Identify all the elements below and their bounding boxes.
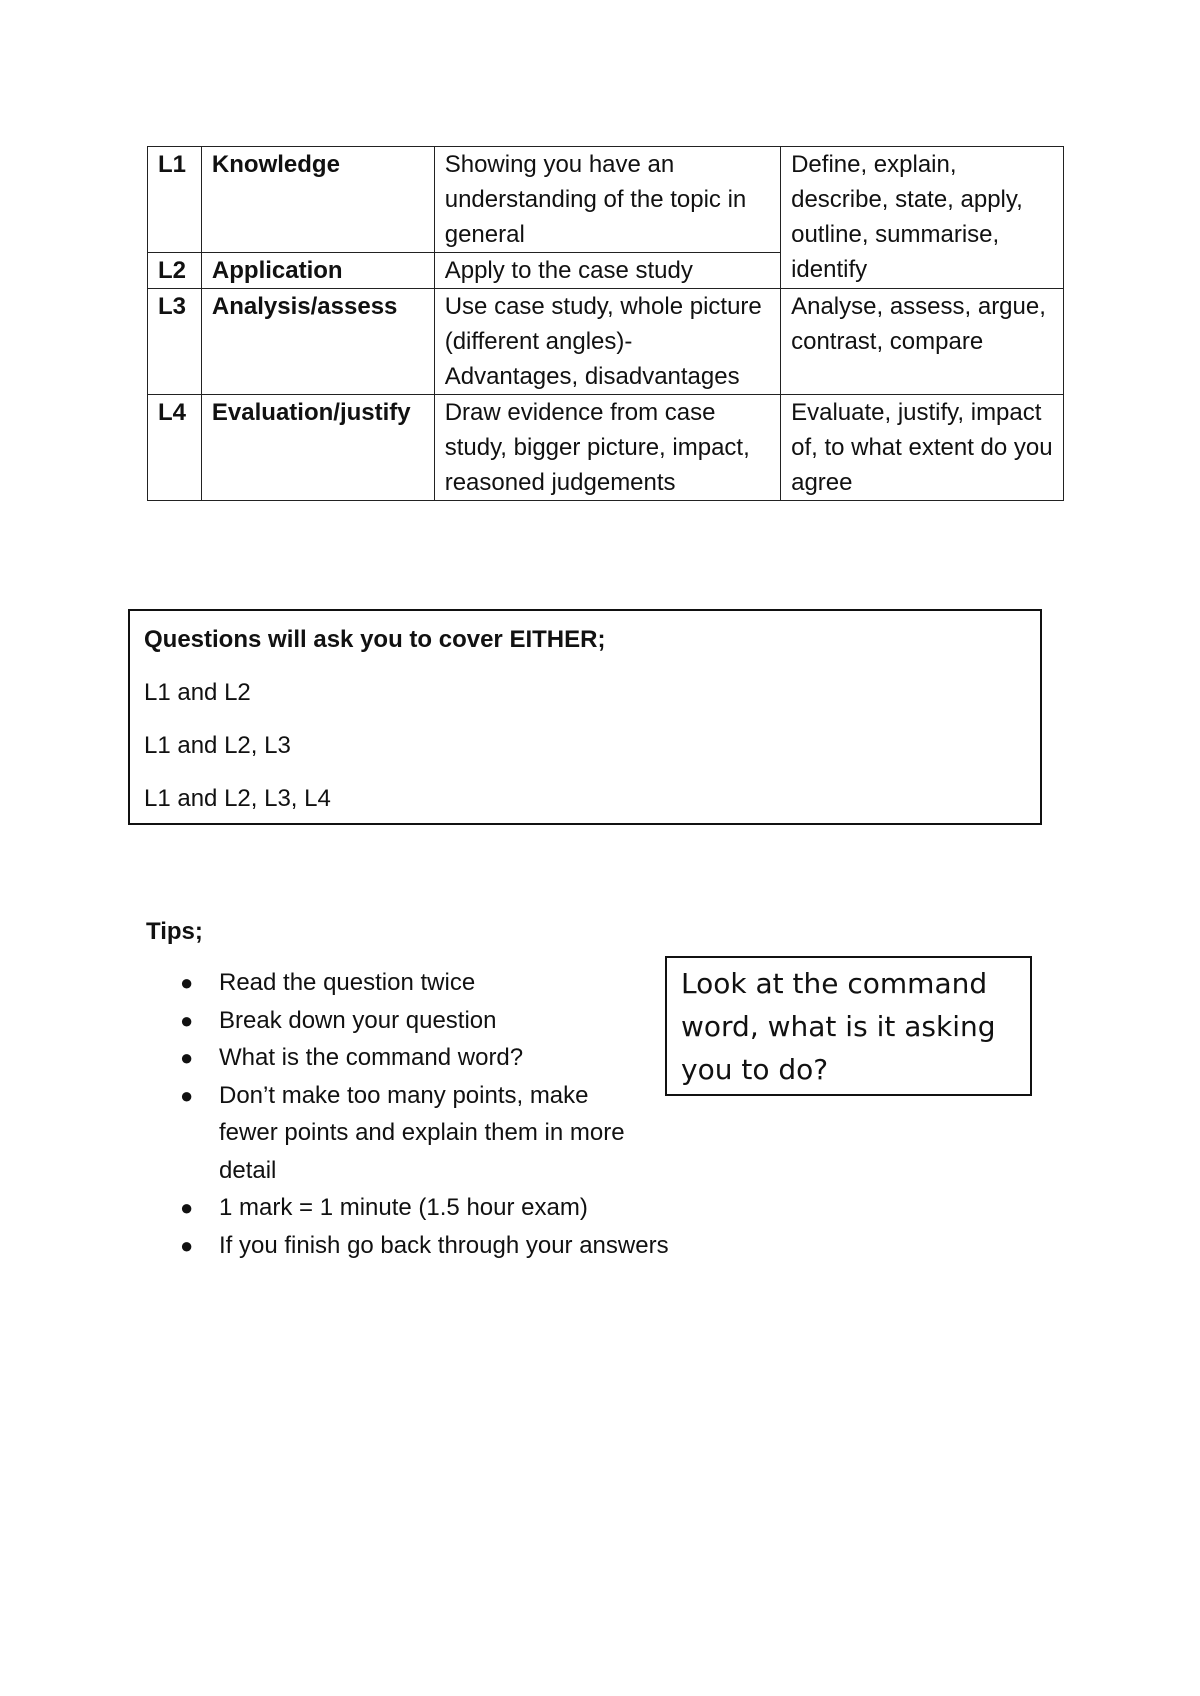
level-name-cell: Application (201, 253, 434, 289)
list-item (180, 1189, 780, 1227)
command-words-cell: Analyse, assess, argue, contrast, compare (781, 289, 1064, 395)
questions-box (128, 609, 1042, 825)
question-option: L1 and L2, L3 (144, 732, 291, 759)
table-row (148, 395, 1064, 501)
questions-title: Questions will ask you to cover EITHER; (144, 626, 606, 653)
level-name-cell: Evaluation/justify (201, 395, 434, 501)
tips-title: Tips; (146, 918, 203, 945)
tip-text: Don’t make too many points, make fewer points and explain them in more detail (219, 1081, 625, 1184)
bullet-icon: ● (180, 1045, 194, 1070)
question-option: L1 and L2, L3, L4 (144, 785, 331, 812)
tip-text: Break down your question (219, 1006, 497, 1034)
bullet-icon: ● (180, 1195, 194, 1220)
tip-text: If you finish go back through your answers (219, 1231, 669, 1259)
levels-table (147, 146, 1064, 501)
level-cell: L2 (148, 253, 202, 289)
tip-text: Read the question twice (219, 969, 476, 996)
level-description-cell: Draw evidence from case study, bigger picture, impact, reasoned judgements (434, 395, 780, 501)
level-name-cell: Analysis/assess (201, 289, 434, 395)
bullet-icon: ● (180, 1082, 194, 1108)
level-cell: L1 (148, 147, 202, 253)
tip-text: 1 mark = 1 minute (1.5 hour exam) (219, 1194, 588, 1221)
tip-text: What is the command word? (219, 1044, 524, 1071)
bullet-icon: ● (180, 1007, 194, 1033)
level-cell: L3 (148, 289, 202, 395)
level-cell: L4 (148, 395, 202, 501)
level-name-cell: Knowledge (201, 147, 434, 253)
list-item (180, 1227, 780, 1265)
table-row (148, 147, 1064, 253)
command-words-cell: Define, explain, describe, state, apply, outline, summarise, identify (781, 147, 1064, 289)
level-description-cell: Use case study, whole picture (different angles)- Advantages, disadvantages (434, 289, 780, 395)
level-description-cell: Showing you have an understanding of the topic in general (434, 147, 780, 253)
table-row (148, 289, 1064, 395)
list-item (180, 1077, 639, 1190)
bullet-icon: ● (180, 1232, 194, 1258)
bullet-icon: ● (180, 970, 194, 995)
command-word-callout: Look at the command word, what is it asking you to do? (665, 956, 1032, 1096)
question-option: L1 and L2 (144, 679, 251, 706)
command-words-cell: Evaluate, justify, impact of, to what extent do you agree (781, 395, 1064, 501)
level-description-cell: Apply to the case study (434, 253, 780, 289)
